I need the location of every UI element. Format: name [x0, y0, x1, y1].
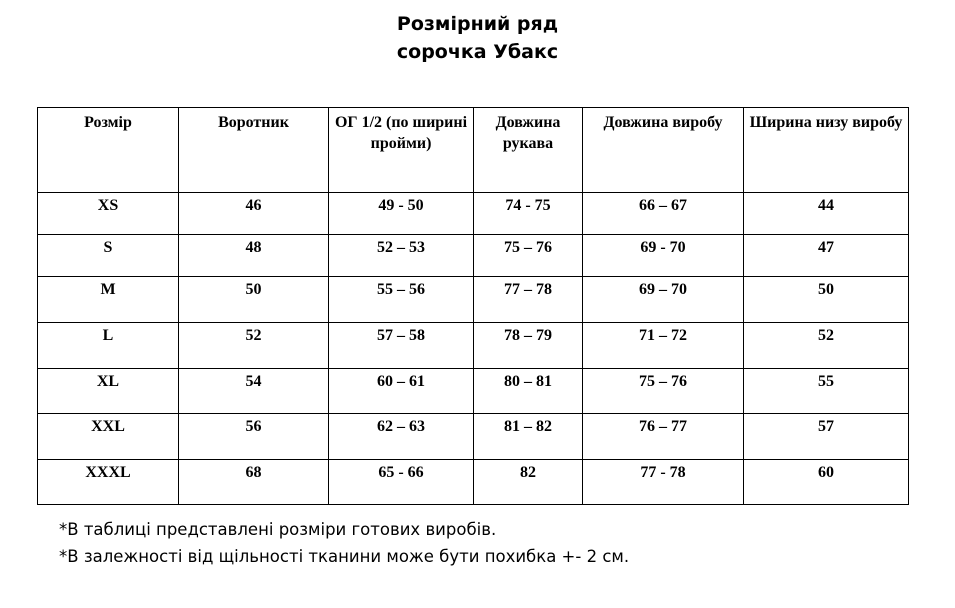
footnotes	[59, 516, 629, 570]
cell-collar: 46	[179, 193, 329, 235]
cell-product-length: 69 – 70	[583, 277, 744, 323]
cell-collar: 48	[179, 235, 329, 277]
cell-sleeve-length: 82	[474, 460, 583, 505]
cell-product-length: 76 – 77	[583, 414, 744, 460]
cell-size: XS	[38, 193, 179, 235]
cell-chest-half: 65 - 66	[329, 460, 474, 505]
cell-size: S	[38, 235, 179, 277]
cell-product-length: 69 - 70	[583, 235, 744, 277]
cell-size: L	[38, 323, 179, 369]
cell-chest-half: 52 – 53	[329, 235, 474, 277]
cell-product-length: 71 – 72	[583, 323, 744, 369]
cell-product-length: 77 - 78	[583, 460, 744, 505]
cell-chest-half: 60 – 61	[329, 369, 474, 414]
table-row	[38, 414, 909, 460]
cell-sleeve-length: 80 – 81	[474, 369, 583, 414]
table-header-row	[38, 108, 909, 193]
table-row	[38, 235, 909, 277]
footnote-finished-sizes: *В таблиці представлені розміри готових виробів.	[59, 520, 497, 539]
cell-sleeve-length: 77 – 78	[474, 277, 583, 323]
table-row	[38, 277, 909, 323]
cell-chest-half: 62 – 63	[329, 414, 474, 460]
header-product-length: Довжина виробу	[583, 108, 744, 193]
cell-chest-half: 55 – 56	[329, 277, 474, 323]
cell-collar: 54	[179, 369, 329, 414]
footnote-tolerance: *В залежності від щільності тканини може бути похибка +- 2 см.	[59, 547, 630, 566]
cell-bottom-width: 55	[744, 369, 909, 414]
cell-size: XXL	[38, 414, 179, 460]
header-collar: Воротник	[179, 108, 329, 193]
table-row	[38, 369, 909, 414]
table-row	[38, 460, 909, 505]
cell-bottom-width: 60	[744, 460, 909, 505]
size-table	[37, 107, 909, 505]
cell-chest-half: 57 – 58	[329, 323, 474, 369]
cell-bottom-width: 44	[744, 193, 909, 235]
cell-bottom-width: 52	[744, 323, 909, 369]
header-size: Розмір	[38, 108, 179, 193]
cell-bottom-width: 50	[744, 277, 909, 323]
page-title: Розмірний ряд	[396, 13, 559, 35]
header-bottom-width: Ширина низу виробу	[744, 108, 909, 193]
page-subtitle: сорочка Убакс	[396, 41, 559, 63]
cell-collar: 56	[179, 414, 329, 460]
header-chest-half: ОГ 1/2 (по ширині пройми)	[329, 108, 474, 193]
cell-sleeve-length: 75 – 76	[474, 235, 583, 277]
table-row	[38, 193, 909, 235]
cell-size: M	[38, 277, 179, 323]
cell-bottom-width: 47	[744, 235, 909, 277]
table-row	[38, 323, 909, 369]
cell-collar: 52	[179, 323, 329, 369]
cell-product-length: 75 – 76	[583, 369, 744, 414]
cell-sleeve-length: 74 - 75	[474, 193, 583, 235]
cell-chest-half: 49 - 50	[329, 193, 474, 235]
header-sleeve-length: Довжина рукава	[474, 108, 583, 193]
cell-size: XXXL	[38, 460, 179, 505]
cell-sleeve-length: 78 – 79	[474, 323, 583, 369]
cell-sleeve-length: 81 – 82	[474, 414, 583, 460]
cell-product-length: 66 – 67	[583, 193, 744, 235]
cell-bottom-width: 57	[744, 414, 909, 460]
cell-size: XL	[38, 369, 179, 414]
cell-collar: 50	[179, 277, 329, 323]
cell-collar: 68	[179, 460, 329, 505]
